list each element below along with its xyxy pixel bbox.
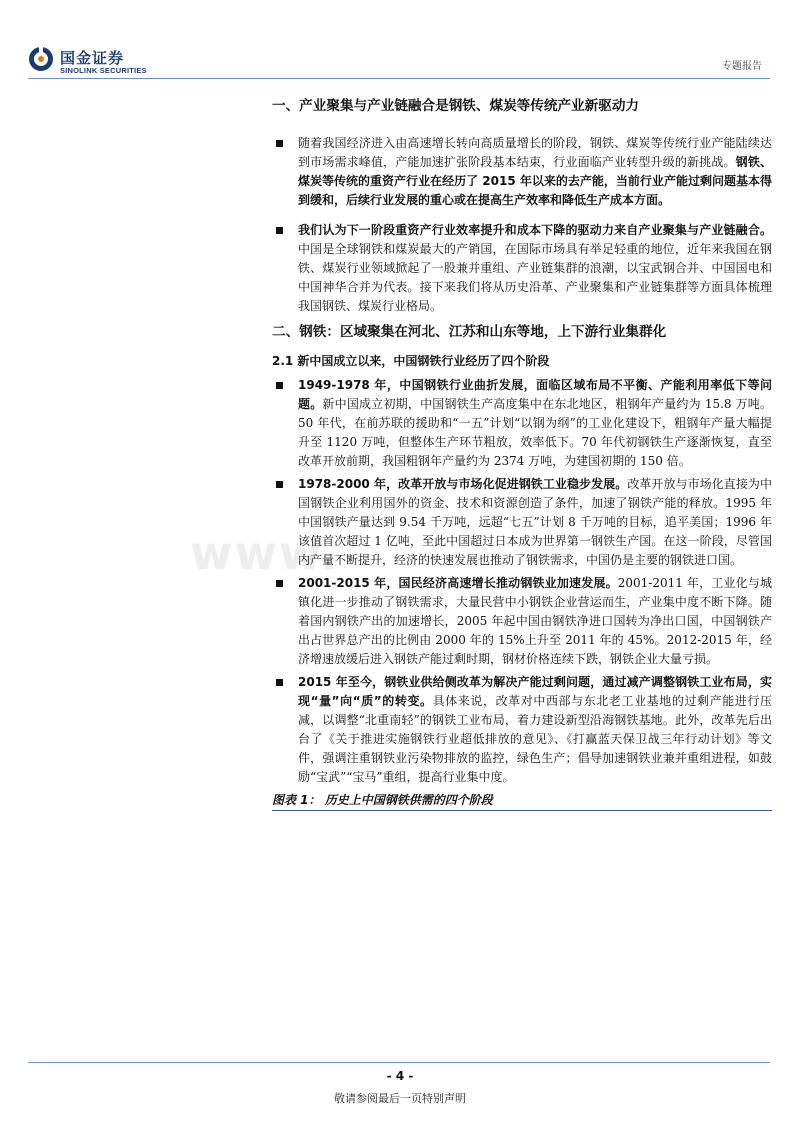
section-2-heading: 二、钢铁：区域聚集在河北、江苏和山东等地，上下游行业集群化 <box>272 324 667 340</box>
header-divider <box>28 78 770 79</box>
section-1-heading: 一、产业聚集与产业链融合是钢铁、煤炭等传统产业新驱动力 <box>272 98 640 114</box>
list-item <box>272 673 772 787</box>
watermark: www. <box>190 526 341 580</box>
stage-title: 2001-2015 年，国民经济高速增长推动钢铁业加速发展。 <box>298 576 618 590</box>
paragraph-text: 随着我国经济进入由高速增长转向高质量增长的阶段，钢铁、煤炭等传统行业产能陆续达到市场需求峰值，产能加速扩张阶段基本结束，行业面临产业转型升级的新挑战。 <box>298 136 772 169</box>
document-type: 专题报告 <box>722 61 762 72</box>
footer-divider <box>28 1062 770 1063</box>
figure-caption: 图表 1： 历史上中国钢铁供需的四个阶段 <box>272 793 493 807</box>
bullet-icon <box>276 481 283 488</box>
list-item <box>272 574 772 669</box>
paragraph-emphasis: 我们认为下一阶段重资产行业效率提升和成本下降的驱动力来自产业聚集与产业链融合。 <box>298 223 772 237</box>
bullet-icon <box>276 679 283 686</box>
report-body <box>272 96 772 811</box>
stage-text: 2001-2011 年，工业化与城镇化进一步推动了钢铁需求，大量民营中小钢铁企业营运而生，产业集中度不断下降。随着国内钢铁产出的加速增长，2005 年起中国由钢铁净进口国转为净出口国，中国钢铁产出占世界总产出的比例由 2000 年的 15%上升至 2011 年的 45%。2012-2015 年，经济增速放缓后进入钢铁产能过剩时期，钢材价格连续下跌，钢铁企业大量亏损。 <box>298 576 772 666</box>
bullet-icon <box>276 140 283 147</box>
disclaimer-note: 敬请参阅最后一页特别声明 <box>334 1092 466 1105</box>
sinolink-logo-icon <box>28 46 54 72</box>
list-item <box>272 475 772 570</box>
list-item <box>272 376 772 471</box>
subsection-heading: 2.1 新中国成立以来，中国钢铁行业经历了四个阶段 <box>272 354 550 368</box>
page-number: - 4 - <box>386 1069 414 1083</box>
paragraph-text: 中国是全球钢铁和煤炭最大的产销国，在国际市场具有举足轻重的地位，近年来我国在钢铁、煤炭行业领域掀起了一股兼并重组、产业链集群的浪潮，以宝武钢合并、中国国电和中国神华合并为代表。接下来我们将从历史沿革、产业聚集和产业链集群等方面具体梳理我国钢铁、煤炭行业格局。 <box>298 242 772 313</box>
stage-text: 改革开放与市场化直接为中国钢铁企业利用国外的资金、技术和资源创造了条件，加速了钢铁产能的释放。1995 年中国钢铁产量达到 9.54 千万吨，远超“七五”计划 8 千万吨的目标，追平美国；1996 年该值首次超过 1 亿吨，至此中国超过日本成为世界第一钢铁生产国。在这一阶段，尽管国内产量不断提升，经济的快速发展也推动了钢铁需求，中国仍是主要的钢铁进口国。 <box>298 477 772 567</box>
stage-text: 新中国成立初期，中国钢铁生产高度集中在东北地区，粗钢年产量约为 15.8 万吨。50 年代，在前苏联的援助和“一五”计划“以钢为纲”的工业化建设下，粗钢年产量大幅提升至 1120 万吨，但整体生产环节粗放，效率低下。70 年代初钢铁生产逐渐恢复，直至改革开放前期，我国粗钢年产量约为 2374 万吨，为建国初期的 150 倍。 <box>298 397 772 468</box>
bullet-icon <box>276 580 283 587</box>
page-header <box>0 0 800 84</box>
paragraph-emphasis: 钢铁、煤炭等传统的重资产行业在经历了 2015 年以来的去产能，当前行业产能过剩问题基本得到缓和，后续行业发展的重心或在提高生产效率和降低生产成本方面。 <box>298 155 772 207</box>
logo-text-cn: 国金证券 <box>60 49 125 67</box>
bullet-icon <box>276 227 283 234</box>
stage-title: 1949-1978 年，中国钢铁行业曲折发展，面临区域布局不平衡、产能利用率低下等问题。 <box>298 378 772 411</box>
stage-title: 1978-2000 年，改革开放与市场化促进钢铁工业稳步发展。 <box>298 477 628 491</box>
company-logo <box>28 44 158 76</box>
stage-title: 2015 年至今，钢铁业供给侧改革为解决产能过剩问题，通过减产调整钢铁工业布局，实现“量”向“质”的转变。 <box>298 675 772 708</box>
caption-divider <box>272 810 772 811</box>
list-item <box>272 221 772 316</box>
bullet-icon <box>276 382 283 389</box>
stage-text: 具体来说，改革对中西部与东北老工业基地的过剩产能进行压减，以调整“北重南轻”的钢铁工业布局，着力建设新型沿海钢铁基地。此外，改革先后出台了《关于推进实施钢铁行业超低排放的意见》、《打赢蓝天保卫战三年行动计划》等文件，强调注重钢铁业污染物排放的监控，绿色生产；倡导加速钢铁业兼并重组进程，如鼓励“宝武”“宝马”重组，提高行业集中度。 <box>298 694 772 784</box>
logo-text-en: SINOLINK SECURITIES <box>60 66 147 75</box>
list-item <box>272 134 772 210</box>
